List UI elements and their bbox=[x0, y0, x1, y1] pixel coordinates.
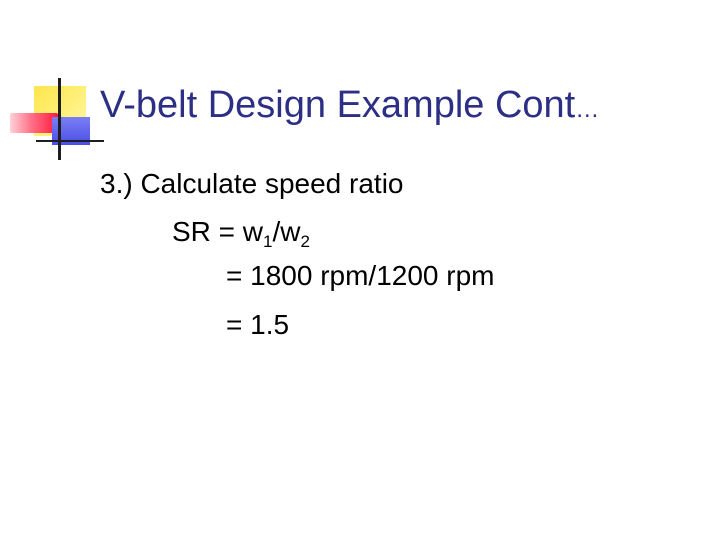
red-bar-shape bbox=[10, 113, 58, 133]
step-heading: 3.) Calculate speed ratio bbox=[100, 168, 404, 199]
vertical-line-shape bbox=[58, 78, 61, 160]
slide-title-text: V-belt Design Example Cont bbox=[100, 84, 576, 126]
formula-line-2: = 1800 rpm/1200 rpm bbox=[226, 260, 495, 291]
slide-title-ellipsis: … bbox=[575, 96, 600, 123]
formula-line-1 bbox=[172, 216, 310, 251]
formula-lhs: SR = w bbox=[172, 216, 264, 247]
slide-title bbox=[100, 84, 599, 127]
subscript-2: 2 bbox=[300, 232, 310, 251]
subscript-1: 1 bbox=[263, 232, 273, 251]
formula-line-3: = 1.5 bbox=[226, 309, 290, 340]
horizontal-line-shape bbox=[36, 140, 104, 142]
formula-mid: /w bbox=[272, 216, 301, 247]
